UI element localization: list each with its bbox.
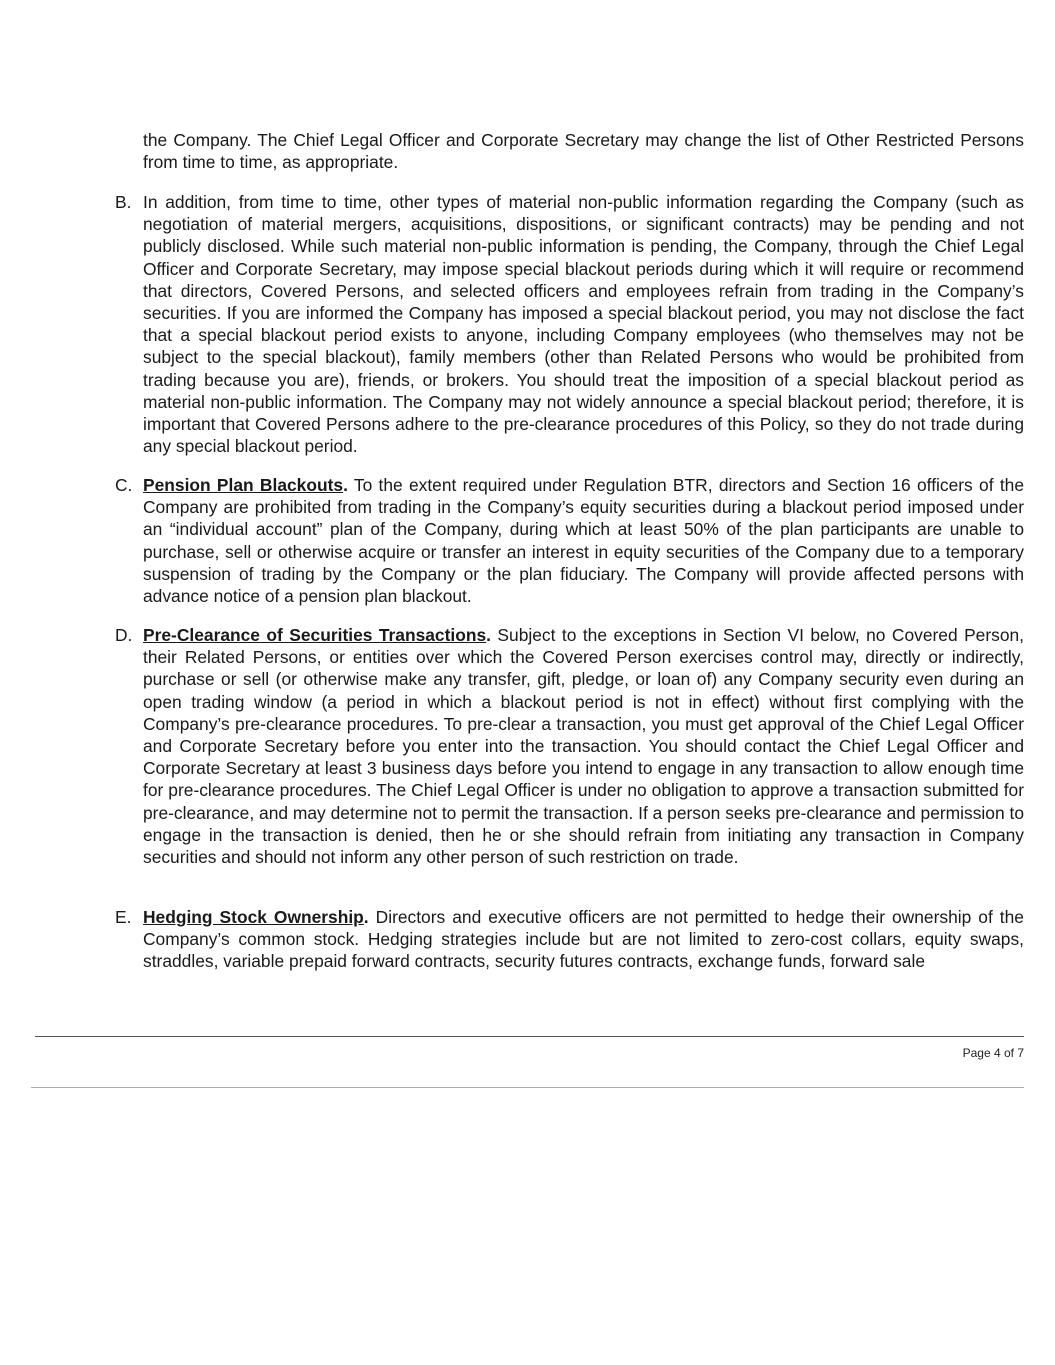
section-d-text: Subject to the exceptions in Section VI below, no Covered Person, their Related Persons, or entities over which the Covered Person exercises control may, directly or indirectly, purchase or sell (or otherwise make any transfer, gift, pledge, or loan of) any Company security even during an open trading window (a period in which a blackout period is not in effect) without first complying with the Company’s pre-clearance procedures. To pre-clear a transaction, you must get approval of the Chief Legal Officer and Corporate Secretary before you enter into the transaction. You should contact the Chief Legal Officer and Corporate Secretary at least 3 business days before you intend to engage in any transaction to allow enough time for pre-clearance procedures. The Chief Legal Officer is under no obligation to approve a transaction submitted for pre-clearance, and may determine not to permit the transaction. If a person seeks pre-clearance and permission to engage in the transaction is denied, then he or she should refrain from initiating any transaction in Company securities and should not inform any other person of such restriction on trade. <box>143 625 1025 868</box>
section-e-heading: Hedging Stock Ownership <box>143 907 364 927</box>
section-e-heading-dot: . <box>363 907 369 927</box>
page-number: Page 4 of 7 <box>962 1046 1024 1060</box>
section-b-marker: B. <box>115 192 132 212</box>
section-d <box>115 624 1024 868</box>
section-e-text: Directors and executive officers are not permitted to hedge their ownership of the Company’s common stock. Hedging strategies include but are not limited to zero-cost collars, equity swaps, straddles, variable prepaid forward contracts, security futures contracts, exchange funds, forward sale <box>143 907 1024 972</box>
section-d-paragraph <box>143 624 1024 868</box>
section-d-marker: D. <box>115 625 133 645</box>
section-e-marker: E. <box>115 907 132 927</box>
section-d-heading: Pre-Clearance of Securities Transactions <box>143 625 487 645</box>
section-c-text: To the extent required under Regulation BTR, directors and Section 16 officers of the Company are prohibited from trading in the Company’s equity securities during a blackout period imposed under an “individual account” plan of the Company, during which at least 50% of the plan participants are unable to purchase, sell or otherwise acquire or transfer an interest in equity securities of the Company due to a temporary suspension of trading by the Company or the plan fiduciary. The Company will provide affected persons with advance notice of a pension plan blackout. <box>143 475 1024 607</box>
section-c-marker: C. <box>115 475 133 495</box>
continuation-paragraph: the Company. The Chief Legal Officer and Corporate Secretary may change the list of Other Restricted Persons from time to time, as appropriate. <box>143 130 1024 173</box>
footer-divider-bottom <box>31 1087 1024 1088</box>
section-b-text: In addition, from time to time, other types of material non-public information regarding the Company (such as negotiation of material mergers, acquisitions, dispositions, or significant contracts) may be pending and not publicly disclosed. While such material non-public information is pending, the Company, through the Chief Legal Officer and Corporate Secretary, may impose special blackout periods during which it will require or recommend that directors, Covered Persons, and selected officers and employees refrain from trading in the Company’s securities. If you are informed the Company has imposed a special blackout period, you may not disclose the fact that a special blackout period exists to anyone, including Company employees (who themselves may not be subject to the special blackout), family members (other than Related Persons who would be prohibited from trading because you are), friends, or brokers. You should treat the imposition of a special blackout period as material non-public information. The Company may not widely announce a special blackout period; therefore, it is important that Covered Persons adhere to the pre-clearance procedures of this Policy, so they do not trade during any special blackout period. <box>143 192 1024 457</box>
section-c-heading-dot: . <box>343 475 348 495</box>
section-c <box>115 474 1024 607</box>
section-d-heading-dot: . <box>486 625 491 645</box>
section-b <box>115 191 1024 457</box>
section-e-paragraph <box>143 906 1024 973</box>
section-e <box>115 906 1024 973</box>
footer-divider-top <box>35 1036 1024 1037</box>
section-c-paragraph <box>143 474 1024 607</box>
section-c-heading: Pension Plan Blackouts <box>143 475 344 495</box>
